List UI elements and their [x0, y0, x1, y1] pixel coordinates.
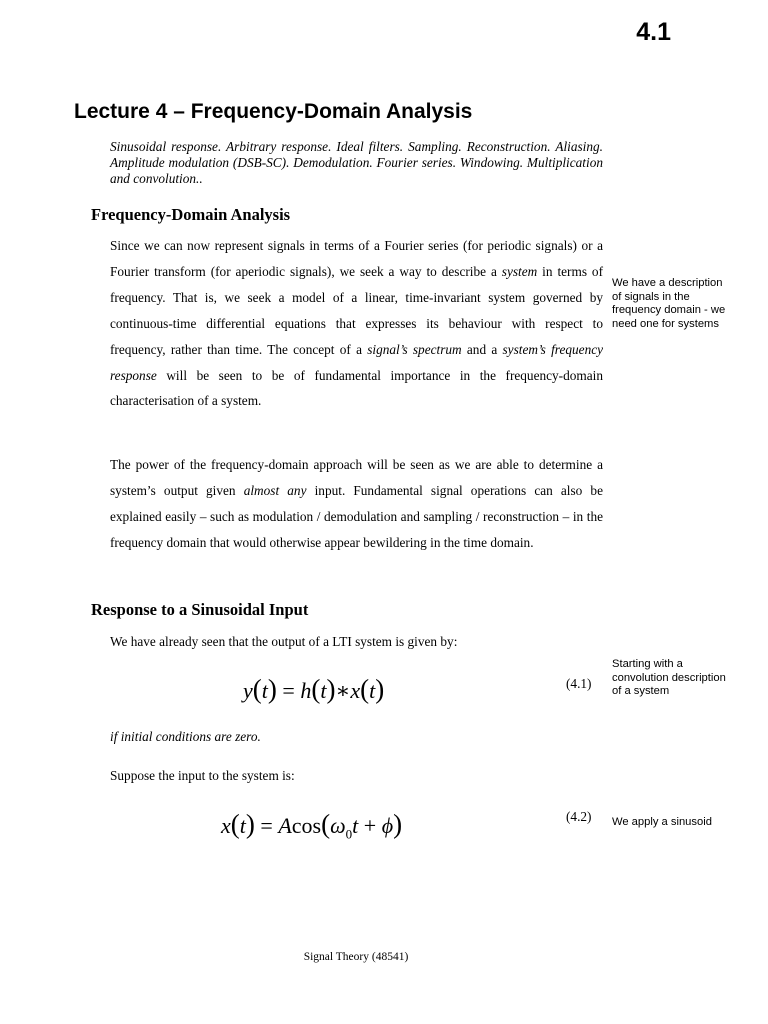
paragraph-text: and a [461, 341, 503, 357]
paragraph-text: Since we can now represent signals in terms of a Fourier series (for periodic signals) or a Fourier transform (for aperiodic signals), we seek a way to describe a [110, 238, 603, 279]
margin-note-systems: We have a description of signals in the frequency domain - we need one for systems [612, 277, 726, 330]
paragraph-text: in terms of frequency. That is, we seek a model of a linear, time-invariant system governed by continuous-time differential equations that expresses its behaviour with respect to frequency, rather than time. The concept of a [110, 263, 603, 357]
emphasis-almost-any: almost any [243, 482, 307, 498]
lecture-abstract: Sinusoidal response. Arbitrary response. Ideal filters. Sampling. Reconstruction. Aliasing. Amplitude modulation (DSB-SC). Demodulation. Fourier series. Windowing. Multiplication and convolution.. [110, 139, 603, 186]
paragraph-frequency-domain-power [110, 452, 603, 556]
paragraph-suppose-input: Suppose the input to the system is: [110, 768, 295, 783]
section-heading-sinusoidal-input: Response to a Sinusoidal Input [91, 600, 309, 619]
emphasis-system: system [501, 263, 538, 279]
equation-number: (4.2) [566, 809, 592, 824]
margin-note-sinusoid: We apply a sinusoid [612, 816, 712, 828]
paragraph-text: will be seen to be of fundamental importance in the frequency-domain characterisation of a system. [110, 367, 603, 409]
equation-number: (4.1) [566, 676, 592, 691]
equation-sinusoid: $x(t) = Acos(\omega_0t + \phi)$ [221, 809, 403, 842]
paragraph-initial-conditions: if initial conditions are zero. [110, 729, 261, 744]
page-number: 4.1 [636, 18, 671, 46]
emphasis-system-frequency-response: system’s frequency response [110, 341, 604, 383]
section-heading-frequency-domain-analysis: Frequency-Domain Analysis [91, 205, 291, 224]
page-footer: Signal Theory (48541) [303, 951, 409, 963]
emphasis-signal-spectrum: signal’s spectrum [367, 341, 462, 357]
paragraph-text: The power of the frequency-domain approach will be seen as we are able to determine a system’s output given [110, 457, 603, 498]
equation-convolution: y(t) = h(t)∗x(t) [243, 674, 385, 704]
paragraph-text: input. Fundamental signal operations can also be explained easily – such as modulation / demodulation and sampling / reconstruction – in the frequency domain that would otherwise appear bewildering in the time domain. [110, 482, 603, 550]
margin-note-convolution: Starting with a convolution description of a system [612, 658, 726, 697]
lecture-title: Lecture 4 – Frequency-Domain Analysis [74, 100, 473, 123]
paragraph-lti-output: We have already seen that the output of a LTI system is given by: [110, 634, 458, 649]
paragraph-frequency-domain-intro [110, 233, 603, 414]
